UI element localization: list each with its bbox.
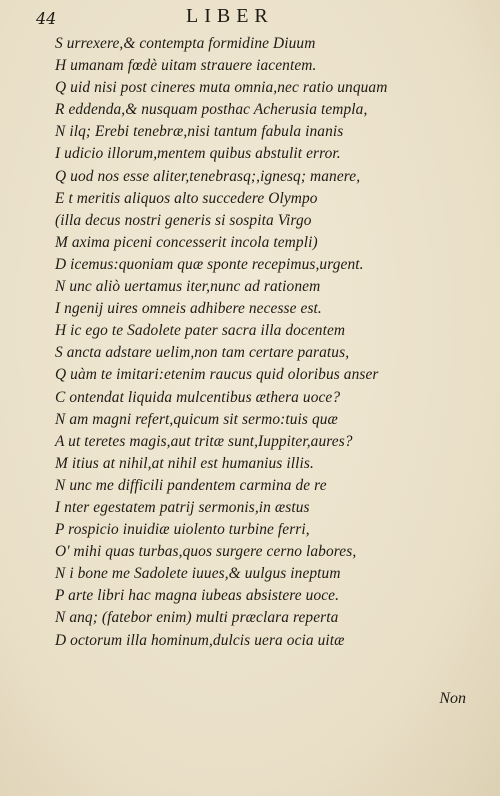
verse-line: N anq; (fatebor enim) multi præclara reperta (55, 609, 339, 627)
verse-line: P arte libri hac magna iubeas absistere uoce. (55, 587, 340, 605)
verse-line: P rospicio inuidiæ uiolento turbine ferri, (55, 521, 310, 539)
verse-line: N unc me difficili pandentem carmina de re (55, 476, 327, 494)
verse-line: O' mihi quas turbas,quos surgere cerno labores, (55, 543, 357, 561)
verse-line: (illa decus nostri generis si sospita Virgo (55, 211, 312, 229)
verse-line: I nter egestatem patrij sermonis,in æstus (55, 498, 310, 516)
running-head: LIBER (186, 5, 274, 27)
verse-line: D icemus:quoniam quæ sponte recepimus,urgent. (55, 255, 364, 273)
verse-line: N i bone me Sadolete iuues,& uulgus ineptum (55, 565, 341, 583)
verse-line: M axima piceni concesserit incola templi) (55, 233, 318, 251)
verse-line: H ic ego te Sadolete pater sacra illa docentem (55, 322, 346, 340)
verse-line: M itius at nihil,at nihil est humanius illis. (55, 454, 314, 472)
verse-line: I udicio illorum,mentem quibus abstulit error. (55, 145, 341, 163)
verse-line: Q uàm te imitari:etenim raucus quid oloribus anser (55, 366, 379, 384)
verse-line: E t meritis aliquos alto succedere Olympo (55, 189, 318, 207)
verse-line: A ut teretes magis,aut tritæ sunt,Iuppiter,aures? (55, 432, 353, 450)
verse-line: Q uid nisi post cineres muta omnia,nec ratio unquam (55, 79, 388, 97)
page-number: 44 (36, 9, 57, 28)
verse-line: H umanam fœdè uitam strauere iacentem. (55, 57, 317, 75)
verse-line: C ontendat liquida mulcentibus æthera uoce? (55, 388, 341, 406)
verse-block (55, 33, 475, 652)
verse-line: D octorum illa hominum,dulcis uera ocia uitæ (55, 631, 345, 649)
verse-line: S urrexere,& contempta formidine Diuum (55, 35, 316, 52)
verse-line: N ilq; Erebi tenebræ,nisi tantum fabula inanis (55, 123, 344, 141)
verse-line: I ngenij uires omneis adhibere necesse est. (55, 300, 322, 318)
verse-line: R eddenda,& nusquam posthac Acherusia templa, (55, 101, 368, 119)
verse-line: N am magni refert,quicum sit sermo:tuis quæ (55, 410, 338, 428)
verse-line: N unc aliò uertamus iter,nunc ad rationem (55, 278, 321, 296)
catchword: Non (439, 690, 466, 707)
verse-line: S ancta adstare uelim,non tam certare paratus, (55, 344, 350, 362)
verse-line: Q uod nos esse aliter,tenebrasq;,ignesq; manere, (55, 167, 361, 185)
